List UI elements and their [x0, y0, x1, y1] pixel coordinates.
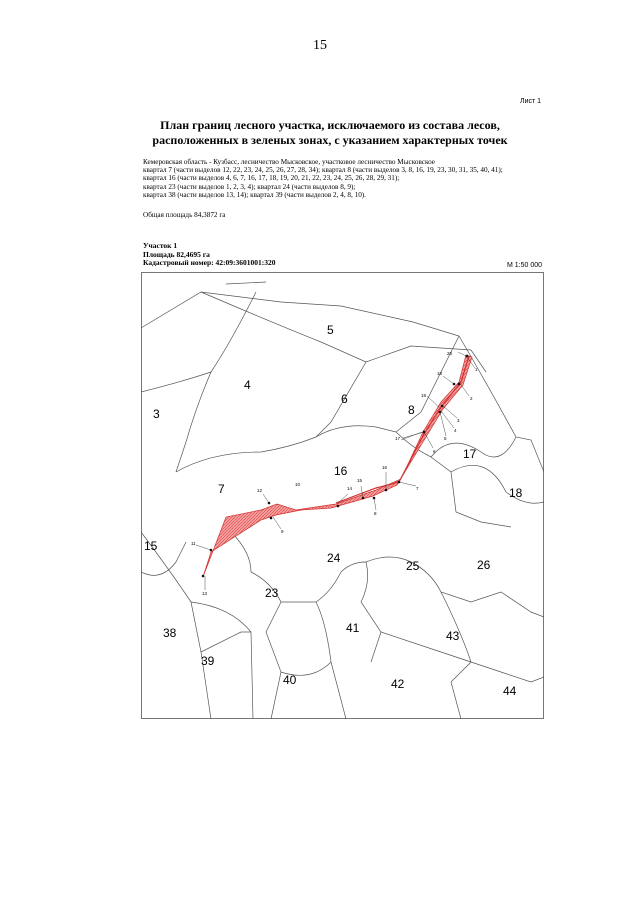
quarter-label: 3 [153, 407, 160, 421]
quarter-label: 42 [391, 677, 405, 691]
description-line: Кемеровская область - Кузбасс, лесничество Мысковское, участковое лесничество Мысковское [143, 158, 435, 166]
parcel-area: Площадь 82,4695 га [143, 249, 210, 259]
point-label: 7 [416, 486, 419, 491]
quarter-label: 39 [201, 654, 215, 668]
quarter-label: 15 [144, 539, 158, 553]
quarter-label: 26 [477, 558, 491, 572]
point-label: 1 [475, 367, 478, 372]
quarter-label: 7 [218, 482, 225, 496]
point-label: 9 [281, 529, 284, 534]
title-line: План границ лесного участка, исключаемого из состава лесов, [160, 118, 500, 132]
point-label: 6 [433, 449, 436, 454]
quarter-label: 44 [503, 684, 517, 698]
page-title [100, 118, 560, 148]
quarter-label: 17 [463, 447, 477, 461]
quarter-label: 6 [341, 392, 348, 406]
quarter-label: 25 [406, 559, 420, 573]
quarter-label: 4 [244, 378, 251, 392]
quarter-label: 43 [446, 629, 460, 643]
point-label: 20 [447, 351, 453, 356]
point-label: 16 [382, 465, 388, 470]
point-label: 15 [357, 478, 363, 483]
point-label: 13 [202, 591, 208, 596]
description-line: квартал 7 (части выделов 12, 22, 23, 24, 25, 26, 27, 28, 34); квартал 8 (части выделов 3, 8, 16, 19, 23, 30, 31, 35, 40, 41); [143, 166, 503, 175]
point-label: 5 [444, 436, 447, 441]
boundary-map [141, 272, 544, 719]
sheet-label: Лист 1 [520, 98, 542, 105]
quarter-label: 41 [346, 621, 360, 635]
quarter-label: 40 [283, 673, 297, 687]
point-label: 19 [421, 393, 427, 398]
title-line: расположенных в зеленых зонах, с указанием характерных точек [152, 133, 508, 147]
point-label: 4 [454, 428, 457, 433]
quarter-label: 8 [408, 403, 415, 417]
point-label: 2 [470, 396, 473, 401]
point-label: 17 [395, 436, 401, 441]
point-label: 3 [457, 418, 460, 423]
point-label: 11 [191, 541, 196, 546]
quarter-label: 38 [163, 626, 177, 640]
point-label: 18 [437, 371, 443, 376]
quarter-label: 24 [327, 551, 341, 565]
point-label: 14 [347, 486, 353, 491]
point-label: 12 [257, 488, 263, 493]
description-line: квартал 16 (части выделов 4, 6, 7, 16, 17, 18, 19, 20, 21, 22, 23, 24, 25, 26, 28, 29, 31); [143, 174, 400, 183]
description-line: квартал 38 (части выделов 13, 14); квартал 39 (части выделов 2, 4, 8, 10). [143, 190, 366, 199]
description-line: квартал 23 (части выделов 1, 2, 3, 4); квартал 24 (части выделов 8, 9); [143, 182, 356, 191]
quarter-label: 18 [509, 486, 523, 500]
total-area: Общая площадь 84,3872 га [143, 211, 226, 219]
point-label: 8 [374, 511, 377, 516]
map-scale: М 1:50 000 [507, 262, 543, 269]
point-label: 10 [295, 482, 301, 487]
parcel-cadastral-number: Кадастровый номер: 42:09:3601001:320 [143, 258, 276, 267]
parcel-name: Участок 1 [143, 241, 178, 250]
location-description [143, 158, 503, 199]
quarter-label: 23 [265, 586, 279, 600]
page-number: 15 [313, 38, 327, 53]
quarter-label: 5 [327, 323, 334, 337]
parcel-info [143, 242, 275, 268]
quarter-label: 16 [334, 464, 348, 478]
